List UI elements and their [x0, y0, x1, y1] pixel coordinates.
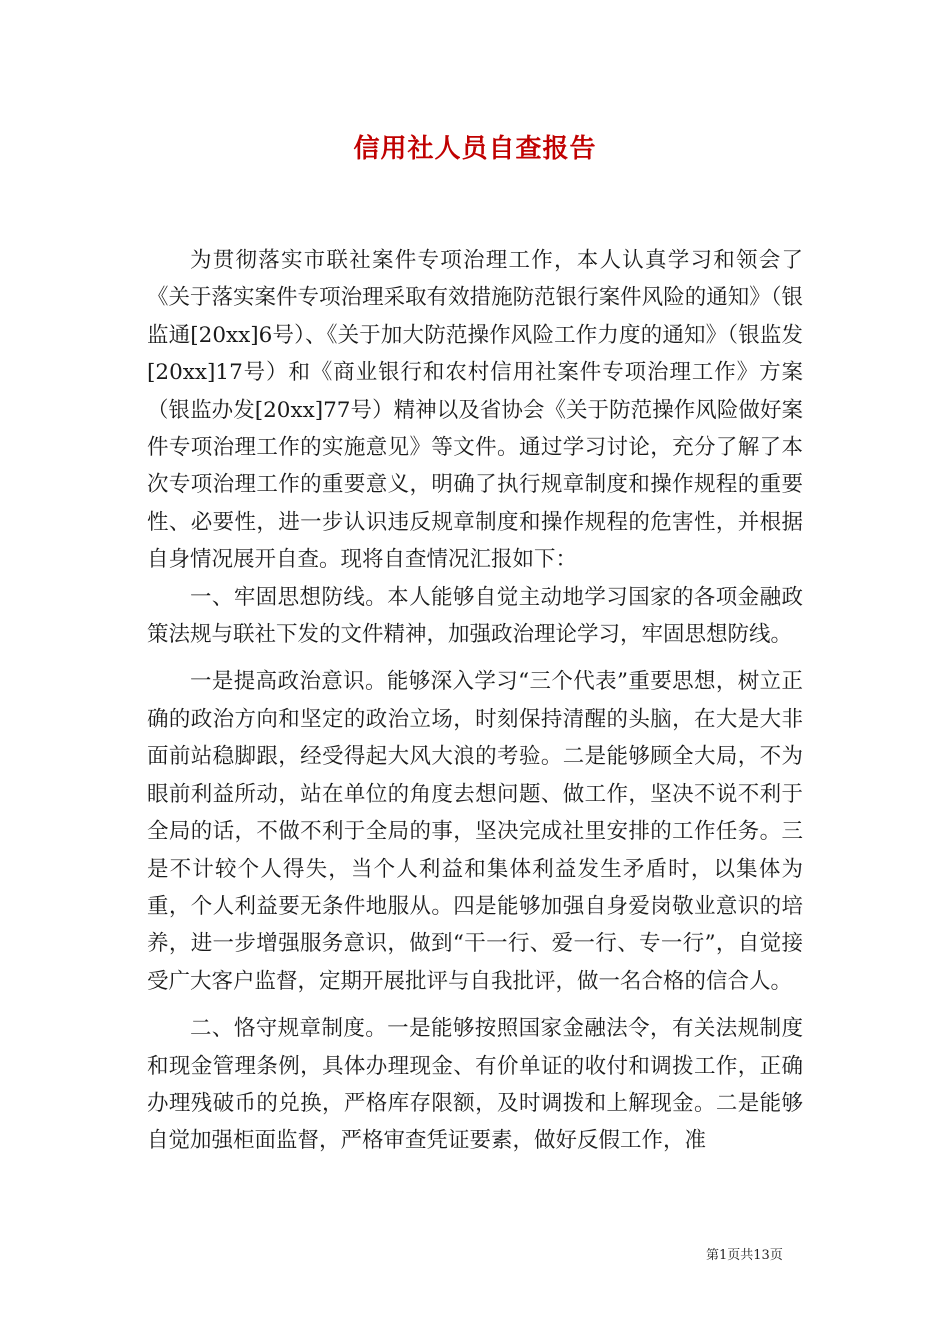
document-title: 信用社人员自查报告 — [353, 134, 597, 164]
document-body — [147, 242, 803, 1160]
paragraph-section-two: 二、恪守规章制度。一是能够按照国家金融法令，有关法规制度和现金管理条例，具体办理现金、有价单证的收付和调拨工作，正确办理残破币的兑换，严格库存限额，及时调拨和上解现金。二是能够自觉加强柜面监督，严格审查凭证要素，做好反假工作，准 — [147, 1016, 803, 1154]
paragraph-section-one: 一、牢固思想防线。本人能够自觉主动地学习国家的各项金融政策法规与联社下发的文件精神，加强政治理论学习，牢固思想防线。 — [147, 584, 803, 648]
paragraph-intro: 为贯彻落实市联社案件专项治理工作，本人认真学习和领会了《关于落实案件专项治理采取有效措施防范银行案件风险的通知》（银监通[20xx]6号）、《关于加大防范操作风险工作力度的通知》（银监发[20xx]17号）和《商业银行和农村信用社案件专项治理工作》方案（银监办发[20xx]77号）精神以及省协会《关于防范操作风险做好案件专项治理工作的实施意见》等文件。通过学习讨论，充分了解了本次专项治理工作的重要意义，明确了执行规章制度和操作规程的重要性、必要性，进一步认识违反规章制度和操作规程的危害性，并根据自身情况展开自查。现将自查情况汇报如下： — [147, 248, 803, 573]
paragraph-section-one-details: 一是提高政治意识。能够深入学习“三个代表”重要思想，树立正确的政治方向和坚定的政治立场，时刻保持清醒的头脑，在大是大非面前站稳脚跟，经受得起大风大浪的考验。二是能够顾全大局，不为眼前利益所动，站在单位的角度去想问题、做工作，坚决不说不利于全局的话，不做不利于全局的事，坚决完成社里安排的工作任务。三是不计较个人得失，当个人利益和集体利益发生矛盾时，以集体为重，个人利益要无条件地服从。四是能够加强自身爱岗敬业意识的培养，进一步增强服务意识，做到“干一行、爱一行、专一行”，自觉接受广大客户监督，定期开展批评与自我批评，做一名合格的信合人。 — [147, 669, 803, 994]
page-number: 第1页共13页 — [706, 1248, 783, 1263]
